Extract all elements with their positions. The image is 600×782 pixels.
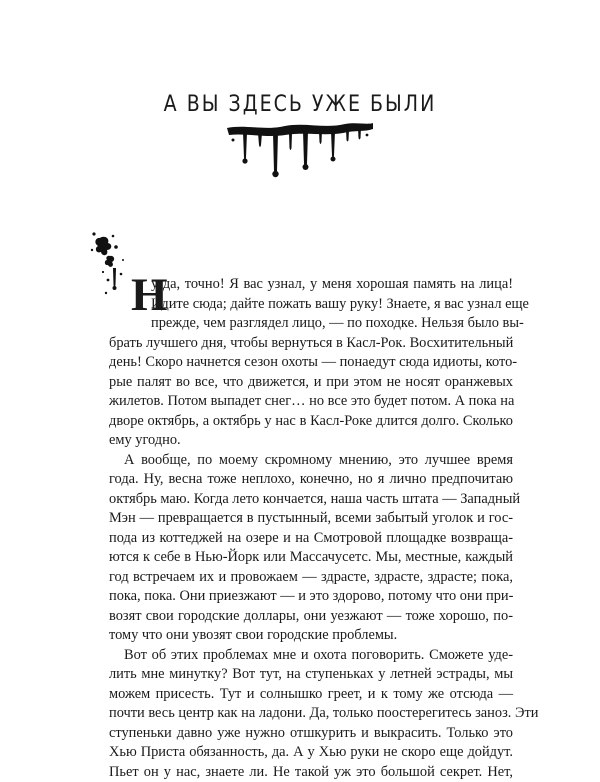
text-line: Идите сюда; дайте пожать вашу руку! Знаете, я вас узнал еще [109,295,513,315]
text-line: день! Скоро начнется сезон охоты — понаедут сюда идиоты, кото- [109,353,513,373]
text-line: Вот об этих проблемах мне и охота поговорить. Сможете уде- [109,646,513,666]
body-text [109,275,513,782]
text-line: пода из коттеджей на озере и на Смотровой площадке возвраща- [109,529,513,549]
text-line: тому что они увозят свои городские проблемы. [109,626,513,646]
text-line: Мэн — превращается в пустынный, всеми забытый уголок и гос- [109,509,513,529]
text-line: год встречаем их и провожаем — здрасте, здрасте, здрасте; пока, [109,568,513,588]
text-line: почти весь центр как на ладони. Да, только поостерегитесь заноз. Эти [109,704,513,724]
text-line: дворе октябрь, а октябрь у нас в Касл-Роке длится долго. Сколько [109,412,513,432]
paint-drip-rule-icon [225,118,375,183]
text-line: лить мне минутку? Вот тут, на ступеньках у летней эстрады, мы [109,665,513,685]
drop-cap: Н [131,272,168,319]
chapter-title: А ВЫ ЗДЕСЬ УЖЕ БЫЛИ [0,91,600,117]
text-line: Хью Приста обязанность, да. А у Хью руки не скоро еще дойдут. [109,743,513,763]
text-line: жилетов. Потом выпадет снег… но все это будет потом. А пока на [109,392,513,412]
text-line: ему угодно. [109,431,513,451]
text-line: ступеньки давно уже нужно отшкурить и выкрасить. Только это [109,724,513,744]
text-line: у да, точно! Я вас узнал, у меня хорошая память на лица! [109,275,513,295]
text-line: прежде, чем разглядел лицо, — по походке. Нельзя было вы- [109,314,513,334]
text-line: Пьет он у нас, знаете ли. Не такой уж это большой секрет. Нет, [109,763,513,782]
text-line: октябрь маю. Когда лето кончается, наша часть штата — Западный [109,490,513,510]
text-line: рые палят во все, что движется, и при этом не носят оранжевых [109,373,513,393]
text-line: пока, пока. Они приезжают — и это здорово, потому что они при- [109,587,513,607]
text-line: ются к себе в Нью-Йорк или Массачусетс. Мы, местные, каждый [109,548,513,568]
text-line: возят свои городские доллары, они уезжают — тоже хорошо, по- [109,607,513,627]
text-line: можем присесть. Тут и солнышко греет, и к тому же отсюда — [109,685,513,705]
text-line: года. Ну, весна тоже неплохо, конечно, но я лично предпочитаю [109,470,513,490]
text-line: брать лучшего дня, чтобы вернуться в Касл-Рок. Восхитительный [109,334,513,354]
text-line: А вообще, по моему скромному мнению, это лучшее время [109,451,513,471]
